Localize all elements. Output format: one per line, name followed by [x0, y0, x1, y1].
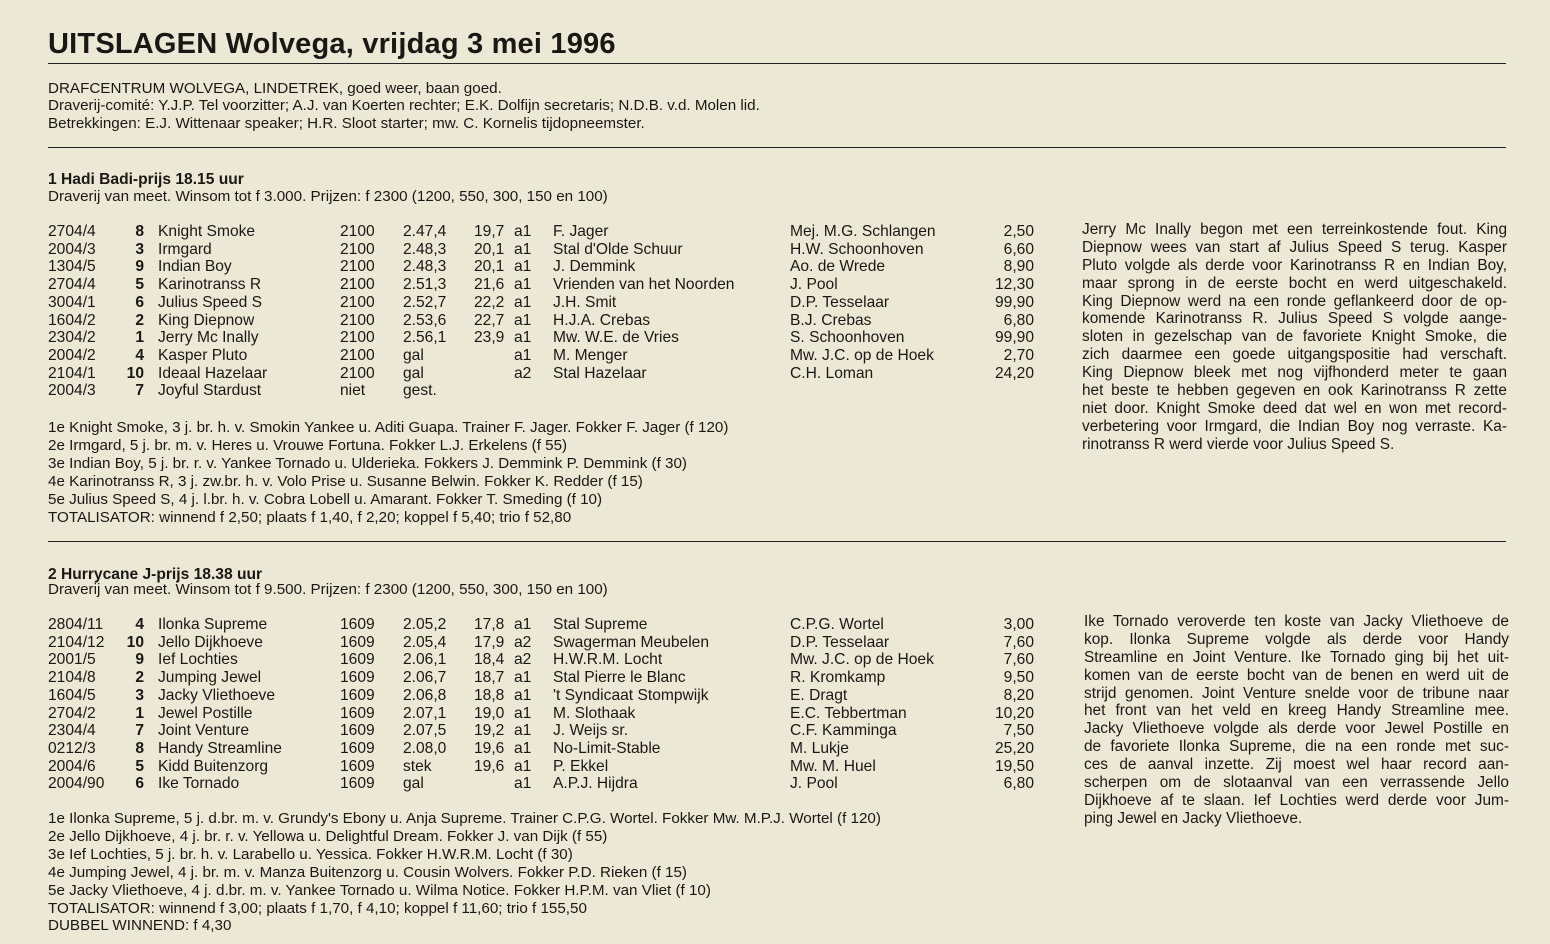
- cell-time: gal: [403, 346, 424, 364]
- cell-dist: 1609: [340, 651, 375, 669]
- report-line: Diepnow wees van start af Julius Speed S terug. Kasper: [1082, 238, 1507, 256]
- cell-driver: B.J. Crebas: [790, 311, 872, 329]
- detail-line: 2e Jello Dijkhoeve, 4 j. br. r. v. Yellowa u. Delightful Dream. Fokker J. van Dijk (f 55): [48, 827, 608, 845]
- cell-driver: C.H. Loman: [790, 364, 874, 382]
- report-line: rinotranss R werd vierde voor Julius Speed S.: [1082, 435, 1395, 453]
- cell-horse: Julius Speed S: [158, 293, 263, 311]
- cell-dist: 2100: [340, 364, 375, 382]
- report-line: scherpen om de slotaanval van een verrassende Jello: [1084, 774, 1509, 792]
- cell-num: 8: [135, 223, 144, 240]
- report-line: King Diepnow bleek met nog vijfhonderd meter te gaan: [1082, 364, 1507, 382]
- cell-dist: niet: [340, 382, 366, 400]
- intro-rule: [48, 147, 1506, 148]
- cell-cls: a1: [514, 669, 532, 687]
- report-line: Streamline en Joint Venture. Ike Tornado ging bij het uit-: [1084, 648, 1509, 666]
- race-1-results-table: [0, 223, 1060, 403]
- cell-dist: 2100: [340, 293, 375, 311]
- cell-cls: a1: [514, 616, 532, 633]
- cell-odds: 2,70: [1003, 346, 1034, 364]
- cell-driver: H.W. Schoonhoven: [790, 240, 924, 258]
- report-line: het beste te hebben gegeven en ook Karinotranss R zette: [1082, 382, 1507, 400]
- cell-time: 2.53,6: [403, 311, 447, 329]
- cell-km: 19,2: [474, 722, 505, 740]
- cell-owner: J. Weijs sr.: [553, 722, 629, 740]
- cell-driver: Mw. J.C. op de Hoek: [790, 346, 934, 364]
- cell-driver: S. Schoonhoven: [790, 329, 905, 347]
- cell-driver: E.C. Tebbertman: [790, 704, 907, 722]
- cell-km: 23,9: [474, 329, 505, 347]
- cell-cls: a1: [514, 311, 532, 329]
- cell-dist: 2100: [340, 346, 375, 364]
- cell-odds: 99,90: [994, 293, 1034, 311]
- cell-horse: Kasper Pluto: [158, 346, 248, 364]
- cell-code: 2304/4: [48, 722, 96, 740]
- cell-code: 2004/90: [48, 775, 105, 793]
- cell-owner: M. Slothaak: [553, 704, 636, 722]
- cell-dist: 1609: [340, 686, 375, 704]
- cell-code: 0212/3: [48, 739, 96, 757]
- cell-owner: Stal Hazelaar: [553, 364, 647, 382]
- cell-owner: H.W.R.M. Locht: [553, 651, 663, 669]
- cell-owner: J. Demmink: [553, 258, 636, 276]
- cell-num: 6: [135, 293, 144, 311]
- cell-num: 8: [135, 739, 144, 757]
- cell-odds: 6,80: [1003, 311, 1034, 329]
- cell-horse: Ike Tornado: [158, 775, 240, 793]
- cell-num: 7: [135, 722, 144, 740]
- cell-code: 3004/1: [48, 293, 96, 311]
- report-line: verbetering voor Irmgard, die Indian Boy nog verraste. Ka-: [1082, 417, 1507, 435]
- report-line: komende Karinotranss R. Julius Speed S volgde aange-: [1082, 310, 1507, 328]
- cell-driver: Ao. de Wrede: [790, 258, 886, 276]
- detail-line: TOTALISATOR: winnend f 2,50; plaats f 1,40, f 2,20; koppel f 5,40; trio f 52,80: [48, 508, 572, 526]
- cell-dist: 2100: [340, 223, 375, 240]
- report-line: King Diepnow werd na een ronde geflankeerd door de op-: [1082, 292, 1507, 310]
- report-line: het front van het veld en kreeg Handy Streamline mee.: [1084, 702, 1509, 720]
- cell-horse: Knight Smoke: [158, 223, 256, 240]
- cell-odds: 19,50: [994, 757, 1034, 775]
- cell-num: 7: [135, 382, 144, 400]
- cell-num: 9: [135, 258, 144, 276]
- cell-odds: 10,20: [994, 704, 1034, 722]
- cell-km: 22,7: [474, 311, 505, 329]
- cell-dist: 2100: [340, 329, 375, 347]
- cell-num: 2: [135, 669, 144, 687]
- cell-horse: Ideaal Hazelaar: [158, 364, 268, 382]
- cell-owner: J.H. Smit: [553, 293, 617, 311]
- cell-dist: 1609: [340, 669, 375, 687]
- cell-owner: No-Limit-Stable: [553, 739, 661, 757]
- cell-owner: H.J.A. Crebas: [553, 311, 651, 329]
- cell-odds: 7,60: [1003, 651, 1034, 669]
- cell-time: 2.51,3: [403, 276, 447, 294]
- cell-num: 5: [135, 276, 144, 294]
- cell-dist: 1609: [340, 704, 375, 722]
- cell-code: 2104/12: [48, 633, 105, 651]
- report-line: sloten in gezelschap van de favoriete Knight Smoke, die: [1082, 328, 1507, 346]
- cell-km: 22,2: [474, 293, 505, 311]
- report-line: niet door. Knight Smoke deed dat wel en won met record-: [1082, 399, 1507, 417]
- cell-time: 2.05,2: [403, 616, 447, 633]
- cell-odds: 6,80: [1003, 775, 1034, 793]
- cell-owner: Swagerman Meubelen: [553, 633, 710, 651]
- cell-dist: 1609: [340, 757, 375, 775]
- cell-code: 2704/2: [48, 704, 96, 722]
- cell-cls: a1: [514, 722, 532, 740]
- cell-time: 2.08,0: [403, 739, 447, 757]
- report-line: ces de aanval inzette. Zij moest wel haar record aan-: [1084, 756, 1509, 774]
- cell-time: 2.48,3: [403, 258, 447, 276]
- race-2-subheading: Draverij van meet. Winsom tot f 9.500. Prijzen: f 2300 (1200, 550, 300, 150 en 100): [48, 581, 608, 598]
- cell-num: 3: [135, 686, 144, 704]
- cell-odds: 12,30: [994, 276, 1034, 294]
- cell-odds: 9,50: [1003, 669, 1034, 687]
- cell-dist: 1609: [340, 775, 375, 793]
- cell-code: 2104/8: [48, 669, 96, 687]
- report-line: strijd genomen. Joint Venture snelde voor de tribune naar: [1084, 684, 1509, 702]
- cell-driver: Mej. M.G. Schlangen: [790, 223, 936, 240]
- cell-km: 17,9: [474, 633, 505, 651]
- cell-time: 2.07,5: [403, 722, 447, 740]
- race-1-subheading: Draverij van meet. Winsom tot f 3.000. Prijzen: f 2300 (1200, 550, 300, 150 en 100): [48, 188, 608, 205]
- report-line: maar sprong in de eerste bocht en werd uitgeschakeld.: [1082, 274, 1507, 292]
- cell-driver: R. Kromkamp: [790, 669, 886, 687]
- cell-num: 5: [135, 757, 144, 775]
- cell-code: 1604/2: [48, 311, 96, 329]
- detail-line: 3e Ief Lochties, 5 j. br. h. v. Larabello u. Yessica. Fokker H.W.R.M. Locht (f 30): [48, 845, 573, 863]
- cell-code: 2804/11: [48, 616, 104, 633]
- cell-driver: J. Pool: [790, 276, 838, 294]
- cell-driver: D.P. Tesselaar: [790, 293, 890, 311]
- cell-km: 20,1: [474, 240, 505, 258]
- cell-driver: M. Lukje: [790, 739, 849, 757]
- report-line: kop. Ilonka Supreme volgde als derde voor Handy: [1084, 630, 1509, 648]
- cell-horse: Joyful Stardust: [158, 382, 262, 400]
- race-separator-rule: [48, 541, 1506, 542]
- cell-odds: 7,50: [1003, 722, 1034, 740]
- cell-horse: King Diepnow: [158, 311, 255, 329]
- cell-horse: Indian Boy: [158, 258, 232, 276]
- cell-num: 2: [135, 311, 144, 329]
- report-line: Jerry Mc Inally begon met een terreinkostende fout. King: [1082, 221, 1507, 238]
- cell-dist: 1609: [340, 633, 375, 651]
- cell-odds: 2,50: [1003, 223, 1034, 240]
- cell-owner: Stal d'Olde Schuur: [553, 240, 683, 258]
- cell-cls: a1: [514, 258, 532, 276]
- detail-line: 1e Ilonka Supreme, 5 j. d.br. m. v. Grundy's Ebony u. Anja Supreme. Trainer C.P.G. Wortel. Fokker Mw. M.P.J. Wortel (f 120): [48, 810, 881, 827]
- cell-horse: Handy Streamline: [158, 739, 282, 757]
- cell-km: 18,7: [474, 669, 505, 687]
- cell-odds: 7,60: [1003, 633, 1034, 651]
- cell-code: 2104/1: [48, 364, 96, 382]
- intro-committee: Draverij-comité: Y.J.P. Tel voorzitter; A.J. van Koerten rechter; E.K. Dolfijn secretaris; N.D.B. v.d. Molen lid.: [48, 97, 760, 114]
- cell-dist: 2100: [340, 276, 375, 294]
- cell-cls: a1: [514, 276, 532, 294]
- cell-horse: Karinotranss R: [158, 276, 262, 294]
- cell-num: 1: [135, 704, 144, 722]
- cell-driver: E. Dragt: [790, 686, 848, 704]
- cell-driver: C.F. Kamminga: [790, 722, 897, 740]
- report-line: ping Jewel en Jacky Vliethoeve.: [1084, 809, 1303, 827]
- cell-num: 1: [135, 329, 144, 347]
- cell-km: 19,6: [474, 757, 505, 775]
- intro-officials: Betrekkingen: E.J. Wittenaar speaker; H.R. Sloot starter; mw. C. Kornelis tijdopneemster.: [48, 115, 645, 132]
- detail-line: 3e Indian Boy, 5 j. br. r. v. Yankee Tornado u. Ulderieka. Fokkers J. Demmink P. Demmink (f 30): [48, 454, 687, 472]
- cell-code: 2004/6: [48, 757, 96, 775]
- cell-cls: a1: [514, 293, 532, 311]
- report-line: Dijkhoeve af te slaan. Ief Lochties werd derde voor Jum-: [1084, 791, 1509, 809]
- cell-time: 2.06,7: [403, 669, 447, 687]
- cell-dist: 2100: [340, 258, 375, 276]
- cell-owner: M. Menger: [553, 346, 628, 364]
- cell-code: 2704/4: [48, 223, 96, 240]
- cell-horse: Ilonka Supreme: [158, 616, 268, 633]
- cell-horse: Irmgard: [158, 240, 212, 258]
- cell-num: 4: [135, 346, 144, 364]
- cell-km: 20,1: [474, 258, 505, 276]
- cell-driver: D.P. Tesselaar: [790, 633, 890, 651]
- cell-cls: a1: [514, 686, 532, 704]
- cell-num: 6: [135, 775, 144, 793]
- cell-km: 18,4: [474, 651, 505, 669]
- cell-cls: a1: [514, 739, 532, 757]
- cell-num: 3: [135, 240, 144, 258]
- cell-dist: 1609: [340, 616, 375, 633]
- detail-line: 1e Knight Smoke, 3 j. br. h. v. Smokin Yankee u. Aditi Guapa. Trainer F. Jager. Fokker F. Jager (f 120): [48, 419, 729, 436]
- cell-time: 2.47,4: [403, 223, 447, 240]
- cell-odds: 6,60: [1003, 240, 1034, 258]
- cell-horse: Kidd Buitenzorg: [158, 757, 269, 775]
- cell-dist: 2100: [340, 240, 375, 258]
- report-line: de favoriete Ilonka Supreme, die na een ronde met suc-: [1084, 738, 1509, 756]
- race-2-report: [1084, 613, 1509, 828]
- cell-odds: 8,20: [1003, 686, 1034, 704]
- cell-time: 2.56,1: [403, 329, 447, 347]
- cell-owner: Mw. W.E. de Vries: [553, 329, 679, 347]
- detail-line: 5e Jacky Vliethoeve, 4 j. d.br. m. v. Yankee Tornado u. Wilma Notice. Fokker H.P.M. van Vliet (f 10): [48, 881, 711, 899]
- cell-num: 10: [126, 633, 144, 651]
- cell-owner: Stal Supreme: [553, 616, 648, 633]
- cell-time: 2.07,1: [403, 704, 447, 722]
- cell-odds: 24,20: [994, 364, 1034, 382]
- cell-dist: 2100: [340, 311, 375, 329]
- cell-odds: 99,90: [994, 329, 1034, 347]
- cell-time: 2.48,3: [403, 240, 447, 258]
- cell-num: 10: [126, 364, 144, 382]
- cell-km: 17,8: [474, 616, 505, 633]
- cell-owner: P. Ekkel: [553, 757, 609, 775]
- cell-driver: Mw. J.C. op de Hoek: [790, 651, 934, 669]
- cell-cls: a2: [514, 633, 532, 651]
- detail-line: 5e Julius Speed S, 4 j. l.br. h. v. Cobra Lobell u. Amarant. Fokker T. Smeding (f 10): [48, 490, 603, 508]
- detail-line: DUBBEL WINNEND: f 4,30: [48, 917, 232, 935]
- cell-cls: a1: [514, 346, 532, 364]
- race-1-heading: 1 Hadi Badi-prijs 18.15 uur: [48, 171, 244, 188]
- race-2-heading: 2 Hurrycane J-prijs 18.38 uur: [48, 566, 263, 583]
- title-rule: [48, 63, 1506, 64]
- cell-code: 2001/5: [48, 651, 96, 669]
- cell-cls: a1: [514, 329, 532, 347]
- cell-time: gal: [403, 775, 424, 793]
- cell-num: 9: [135, 651, 144, 669]
- cell-odds: 25,20: [994, 739, 1034, 757]
- cell-time: gal: [403, 364, 424, 382]
- cell-code: 1604/5: [48, 686, 96, 704]
- report-line: zich daarmee een goede uitgangspositie had verschaft.: [1082, 346, 1507, 364]
- cell-owner: A.P.J. Hijdra: [553, 775, 638, 793]
- cell-cls: a1: [514, 775, 532, 793]
- page-title: UITSLAGEN Wolvega, vrijdag 3 mei 1996: [48, 28, 616, 60]
- report-line: komen van de eerste bocht van de benen en werd uit de: [1084, 666, 1509, 684]
- cell-code: 2004/3: [48, 240, 96, 258]
- cell-dist: 1609: [340, 739, 375, 757]
- cell-horse: Jerry Mc Inally: [158, 329, 259, 347]
- cell-km: 21,6: [474, 276, 505, 294]
- cell-cls: a1: [514, 223, 532, 240]
- cell-horse: Joint Venture: [158, 722, 250, 740]
- detail-line: 4e Jumping Jewel, 4 j. br. m. v. Manza Buitenzorg u. Cousin Wolvers. Fokker P.D. Rieken (f 15): [48, 863, 687, 881]
- cell-time: 2.52,7: [403, 293, 447, 311]
- cell-code: 1304/5: [48, 258, 96, 276]
- cell-cls: a2: [514, 364, 532, 382]
- cell-owner: Vrienden van het Noorden: [553, 276, 735, 294]
- cell-horse: Ief Lochties: [158, 651, 238, 669]
- cell-odds: 3,00: [1003, 616, 1034, 633]
- cell-dist: 1609: [340, 722, 375, 740]
- cell-owner: F. Jager: [553, 223, 609, 240]
- cell-owner: 't Syndicaat Stompwijk: [553, 686, 709, 704]
- cell-time: 2.05,4: [403, 633, 447, 651]
- report-line: Jacky Vliethoeve volgde als derde voor Jewel Postille en: [1084, 720, 1509, 738]
- cell-num: 4: [135, 616, 144, 633]
- cell-cls: a1: [514, 240, 532, 258]
- intro-venue: DRAFCENTRUM WOLVEGA, LINDETREK, goed weer, baan goed.: [48, 80, 502, 97]
- detail-line: 2e Irmgard, 5 j. br. m. v. Heres u. Vrouwe Fortuna. Fokker L.J. Erkelens (f 55): [48, 436, 568, 454]
- cell-km: 18,8: [474, 686, 505, 704]
- cell-time: 2.06,1: [403, 651, 447, 669]
- report-line: Pluto volgde als derde voor Karinotranss R en Indian Boy,: [1082, 256, 1507, 274]
- cell-code: 2004/3: [48, 382, 96, 400]
- cell-driver: C.P.G. Wortel: [790, 616, 884, 633]
- detail-line: 4e Karinotranss R, 3 j. zw.br. h. v. Volo Prise u. Susanne Belwin. Fokker K. Redder (f 15): [48, 472, 643, 490]
- cell-time: stek: [403, 757, 432, 775]
- cell-horse: Jewel Postille: [158, 704, 253, 722]
- cell-cls: a2: [514, 651, 532, 669]
- cell-owner: Stal Pierre le Blanc: [553, 669, 686, 687]
- cell-horse: Jello Dijkhoeve: [158, 633, 263, 651]
- detail-line: TOTALISATOR: winnend f 3,00; plaats f 1,70, f 4,10; koppel f 11,60; trio f 155,50: [48, 899, 587, 917]
- cell-code: 2304/2: [48, 329, 96, 347]
- cell-cls: a1: [514, 757, 532, 775]
- cell-horse: Jumping Jewel: [158, 669, 262, 687]
- cell-driver: J. Pool: [790, 775, 838, 793]
- cell-time: gest.: [403, 382, 437, 400]
- cell-code: 2004/2: [48, 346, 96, 364]
- cell-odds: 8,90: [1003, 258, 1034, 276]
- report-line: Ike Tornado veroverde ten koste van Jacky Vliethoeve de: [1084, 613, 1509, 630]
- cell-cls: a1: [514, 704, 532, 722]
- cell-km: 19,6: [474, 739, 505, 757]
- cell-driver: Mw. M. Huel: [790, 757, 876, 775]
- race-2-results-table: [0, 616, 1060, 796]
- cell-horse: Jacky Vliethoeve: [158, 686, 276, 704]
- cell-km: 19,7: [474, 223, 505, 240]
- cell-time: 2.06,8: [403, 686, 447, 704]
- race-1-report: [1082, 221, 1507, 454]
- cell-km: 19,0: [474, 704, 505, 722]
- cell-code: 2704/4: [48, 276, 96, 294]
